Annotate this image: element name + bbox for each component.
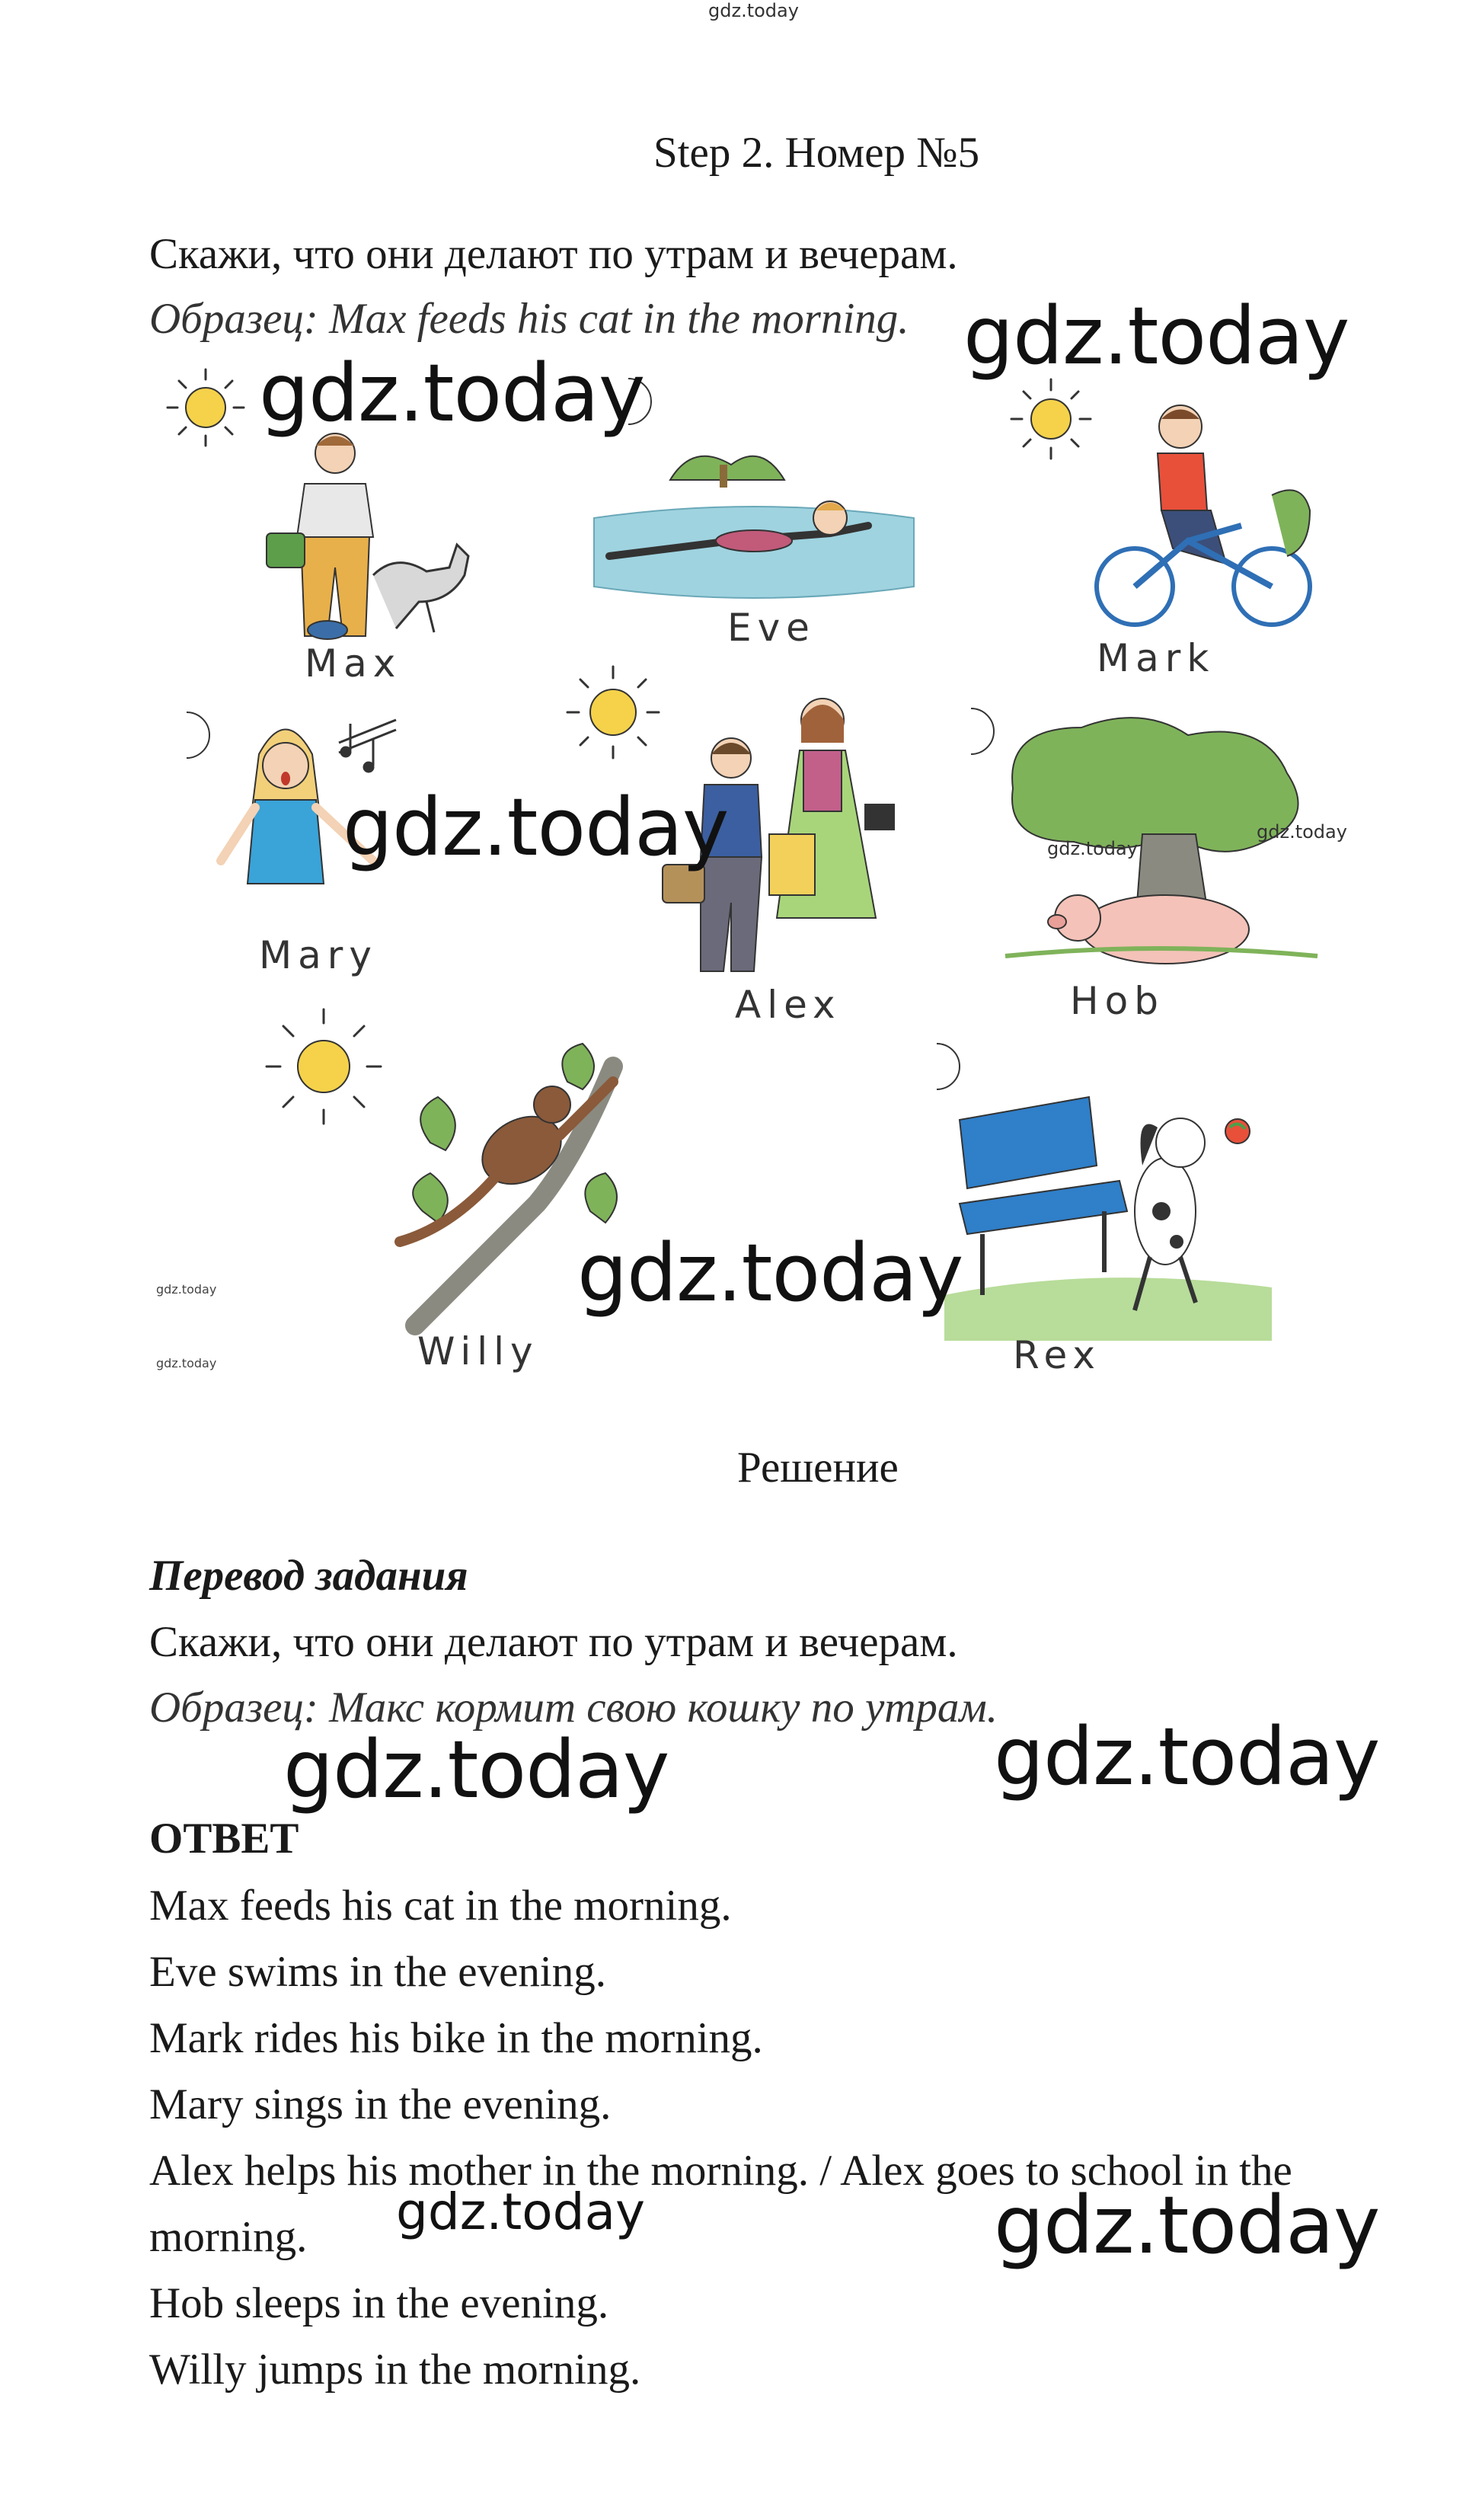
- translation-example: Образец: Макс кормит свою кошку по утрам.: [149, 1684, 998, 1732]
- eve-swimming-picture: [579, 411, 929, 609]
- answer-line: Max feeds his cat in the morning.: [149, 1882, 732, 1930]
- name-label: Rex: [1013, 1333, 1101, 1377]
- answer-line: Willy jumps in the morning.: [149, 2346, 641, 2394]
- moon-icon: [171, 708, 217, 762]
- watermark-small: gdz.today: [156, 1282, 217, 1297]
- watermark-large: gdz.today: [259, 347, 645, 440]
- mark-riding-bike-picture: [1081, 396, 1325, 640]
- name-label: Willy: [417, 1329, 539, 1374]
- answer-heading: ОТВЕТ: [149, 1815, 299, 1863]
- watermark-large: gdz.today: [963, 289, 1349, 382]
- watermark-small: gdz.today: [1047, 838, 1138, 859]
- watermark-top: gdz.today: [708, 0, 799, 21]
- translation-instruction: Скажи, что они делают по утрам и вечерам.: [149, 1618, 958, 1666]
- watermark-large: gdz.today: [994, 1710, 1380, 1803]
- answer-line: Alex helps his mother in the morning. / Alex goes to school in the: [149, 2147, 1292, 2195]
- answer-line: Mary sings in the evening.: [149, 2080, 612, 2128]
- answer-line: Mark rides his bike in the morning.: [149, 2014, 763, 2062]
- page-title: Step 2. Номер №5: [653, 129, 980, 177]
- watermark-small: gdz.today: [1257, 821, 1347, 843]
- task-instruction: Скажи, что они делают по утрам и вечерам.: [149, 230, 958, 278]
- task-example: Образец: Max feeds his cat in the morning.: [149, 295, 909, 343]
- answer-line: Hob sleeps in the evening.: [149, 2279, 609, 2327]
- rex-dog-with-ball-picture: [944, 1082, 1279, 1356]
- watermark-large: gdz.today: [577, 1226, 963, 1319]
- translation-heading: Перевод задания: [149, 1552, 468, 1600]
- answer-line: morning.: [149, 2213, 308, 2261]
- watermark-medium: gdz.today: [396, 2183, 646, 2241]
- name-label: Alex: [735, 983, 842, 1027]
- max-feeding-cat-picture: [221, 423, 487, 644]
- watermark-large: gdz.today: [283, 1723, 669, 1816]
- watermark-large: gdz.today: [343, 781, 729, 874]
- watermark-large: gdz.today: [994, 2179, 1380, 2272]
- sun-icon: [259, 1002, 388, 1131]
- name-label: Hob: [1070, 979, 1164, 1023]
- name-label: Max: [305, 641, 402, 686]
- sun-icon: [564, 663, 663, 762]
- watermark-small: gdz.today: [156, 1356, 217, 1370]
- name-label: Eve: [727, 606, 816, 650]
- answer-line: Eve swims in the evening.: [149, 1948, 606, 1996]
- name-label: Mark: [1097, 636, 1215, 680]
- solution-title: Решение: [737, 1444, 899, 1492]
- name-label: Mary: [259, 933, 378, 977]
